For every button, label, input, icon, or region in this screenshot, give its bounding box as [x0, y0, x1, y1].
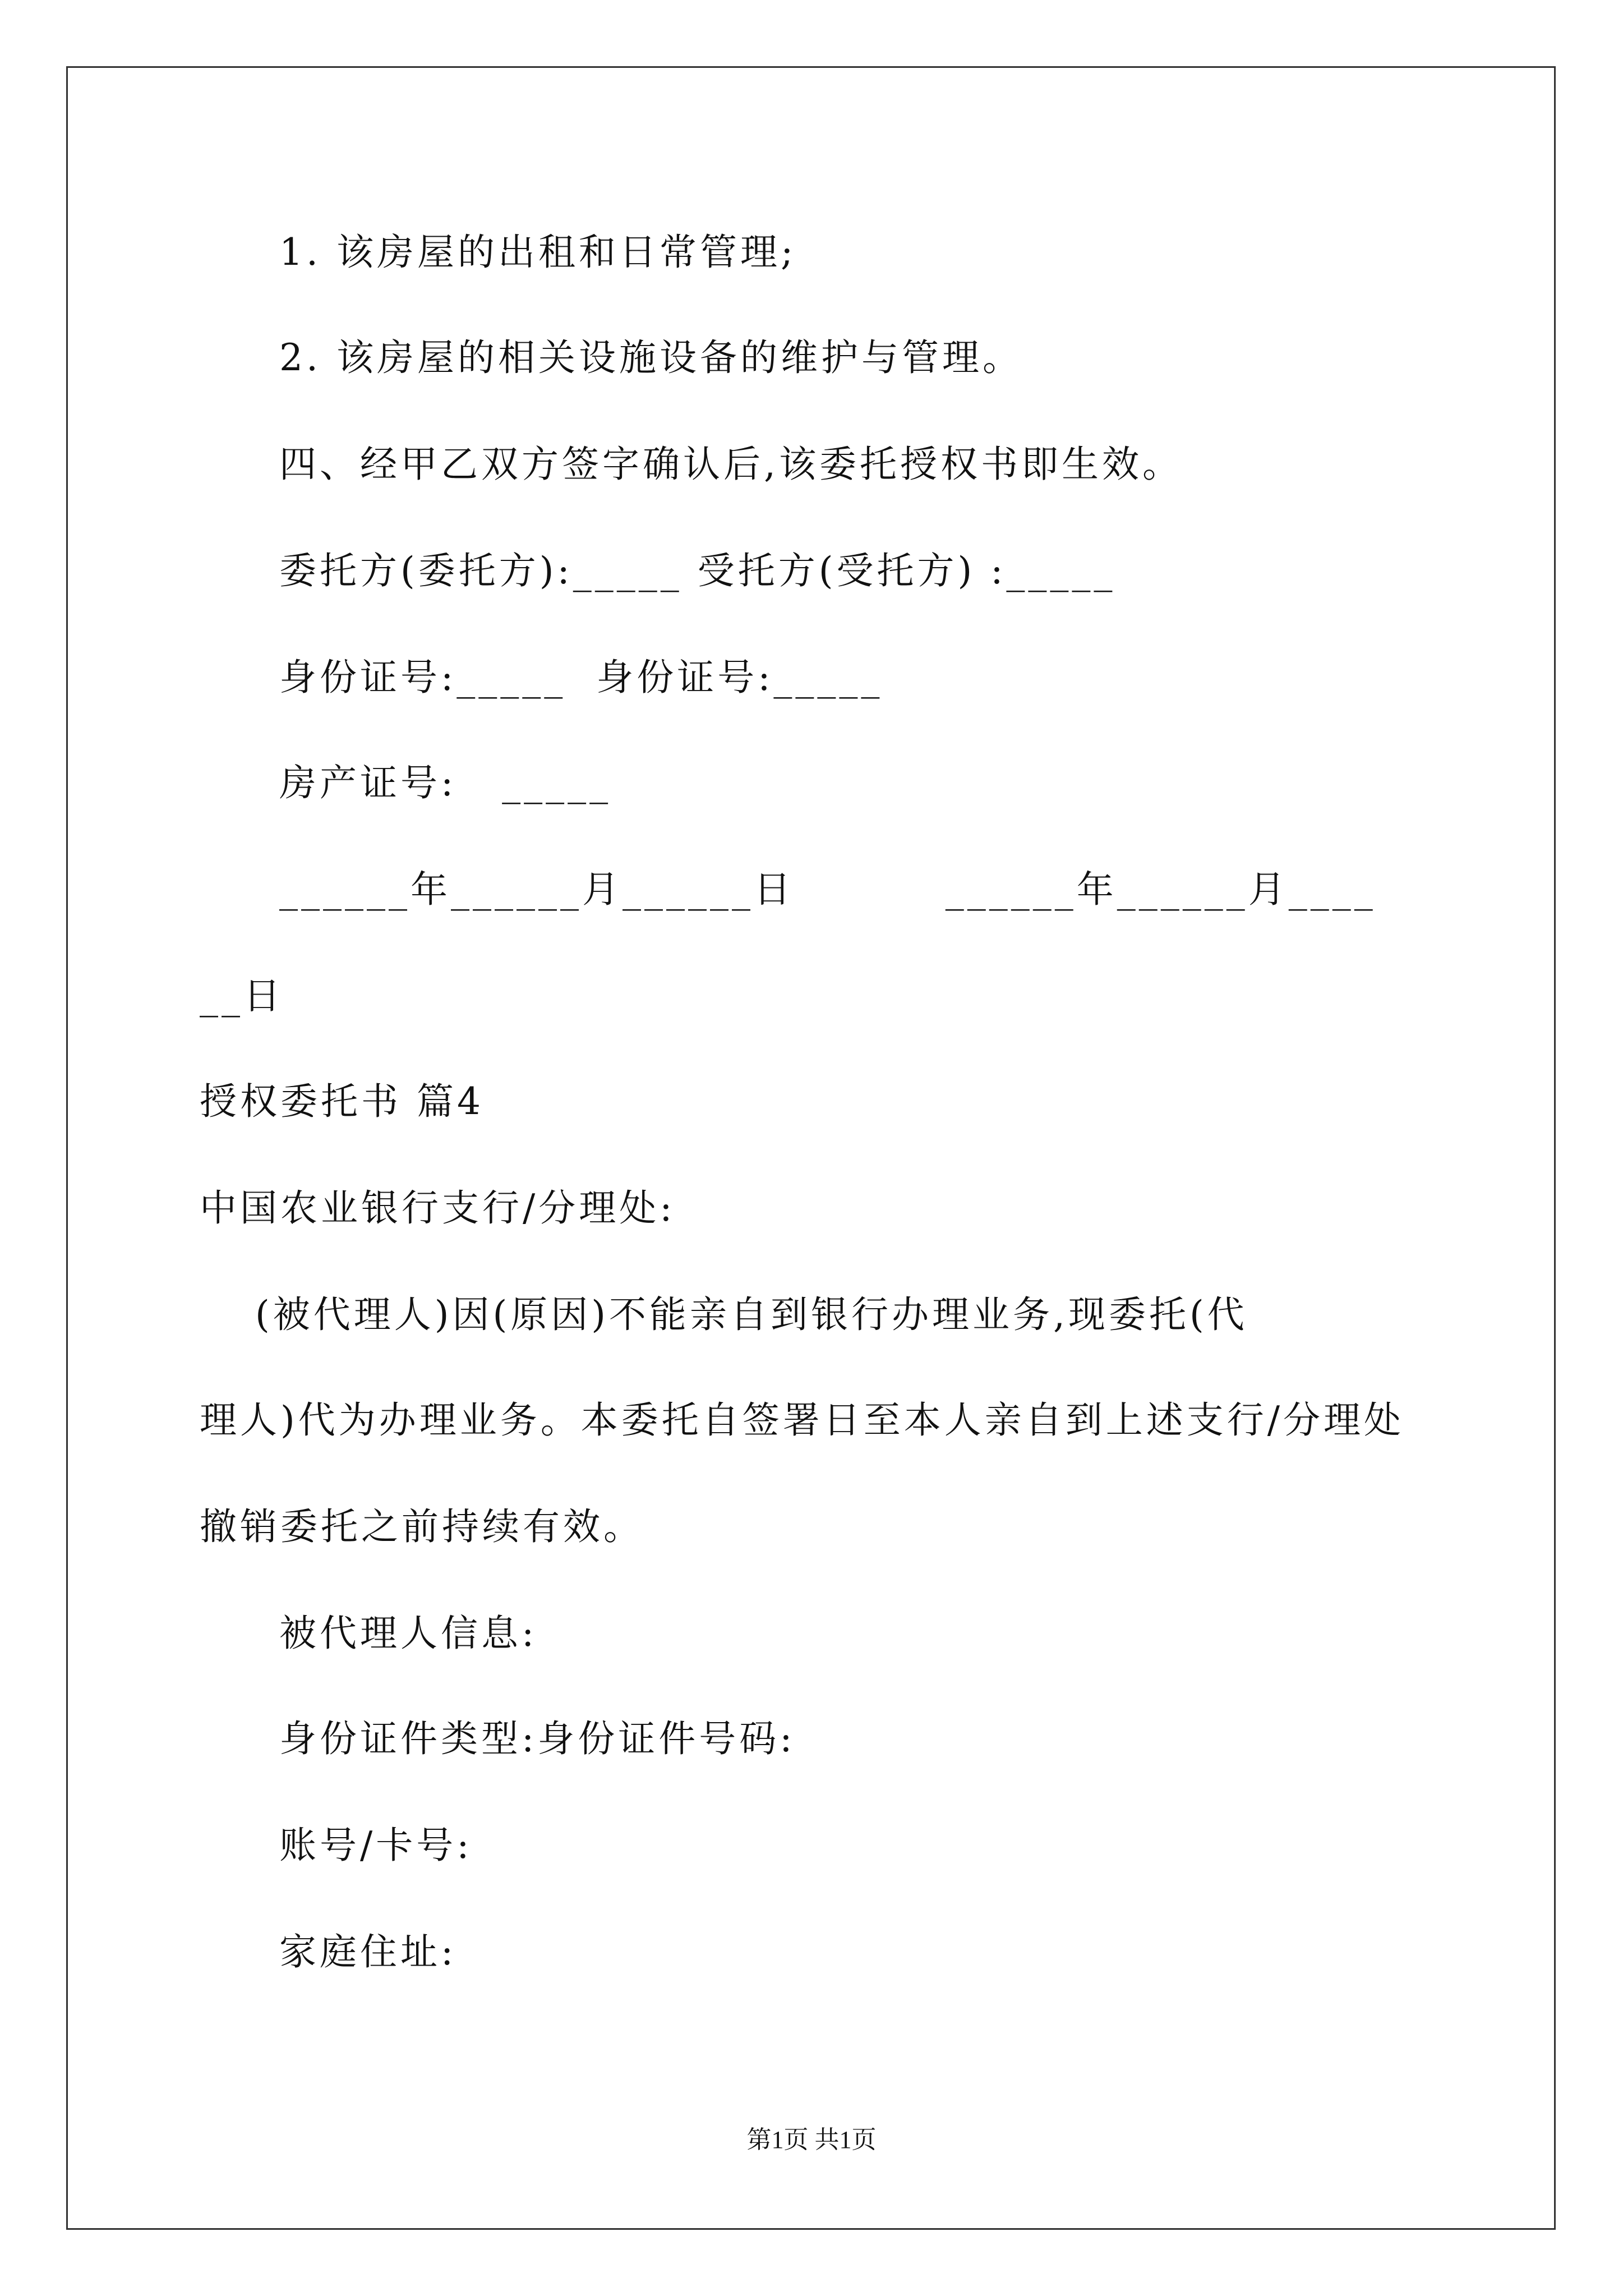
clause-4-effective: 四、经甲乙双方签字确认后,该委托授权书即生效。 [279, 443, 1183, 486]
id-type-label: 身份证件类型:身份证件号码: [279, 1717, 796, 1760]
body-line-1: (被代理人)因(原因)不能亲自到银行办理业务,现委托(代 [255, 1293, 1248, 1336]
body-line-2: 理人)代为办理业务。本委托自签署日至本人亲自到上述支行/分理处 [200, 1398, 1404, 1442]
signature-parties: 委托方(委托方):_____ 受托方(受托方) :_____ [279, 549, 1116, 592]
addressee: 中国农业银行支行/分理处: [200, 1186, 676, 1230]
account-number-label: 账号/卡号: [279, 1824, 473, 1867]
body-line-3: 撤销委托之前持续有效。 [200, 1505, 644, 1548]
signing-dates: ______年______月______日 ______年______月____ [279, 868, 1376, 911]
page-number: 第1页 共1页 [746, 2126, 877, 2154]
property-cert-number: 房产证号: _____ [279, 761, 612, 804]
home-address-label: 家庭住址: [279, 1930, 457, 1973]
signing-dates-continued: __日 [200, 974, 284, 1018]
section-heading: 授权委托书 篇4 [200, 1080, 484, 1123]
clause-1: 1. 该房屋的出租和日常管理; [279, 231, 797, 274]
principal-info-label: 被代理人信息: [279, 1612, 538, 1655]
page-border [66, 66, 1556, 2230]
clause-2: 2. 该房屋的相关设施设备的维护与管理。 [279, 336, 1023, 379]
id-numbers: 身份证号:_____ 身份证号:_____ [279, 656, 883, 699]
